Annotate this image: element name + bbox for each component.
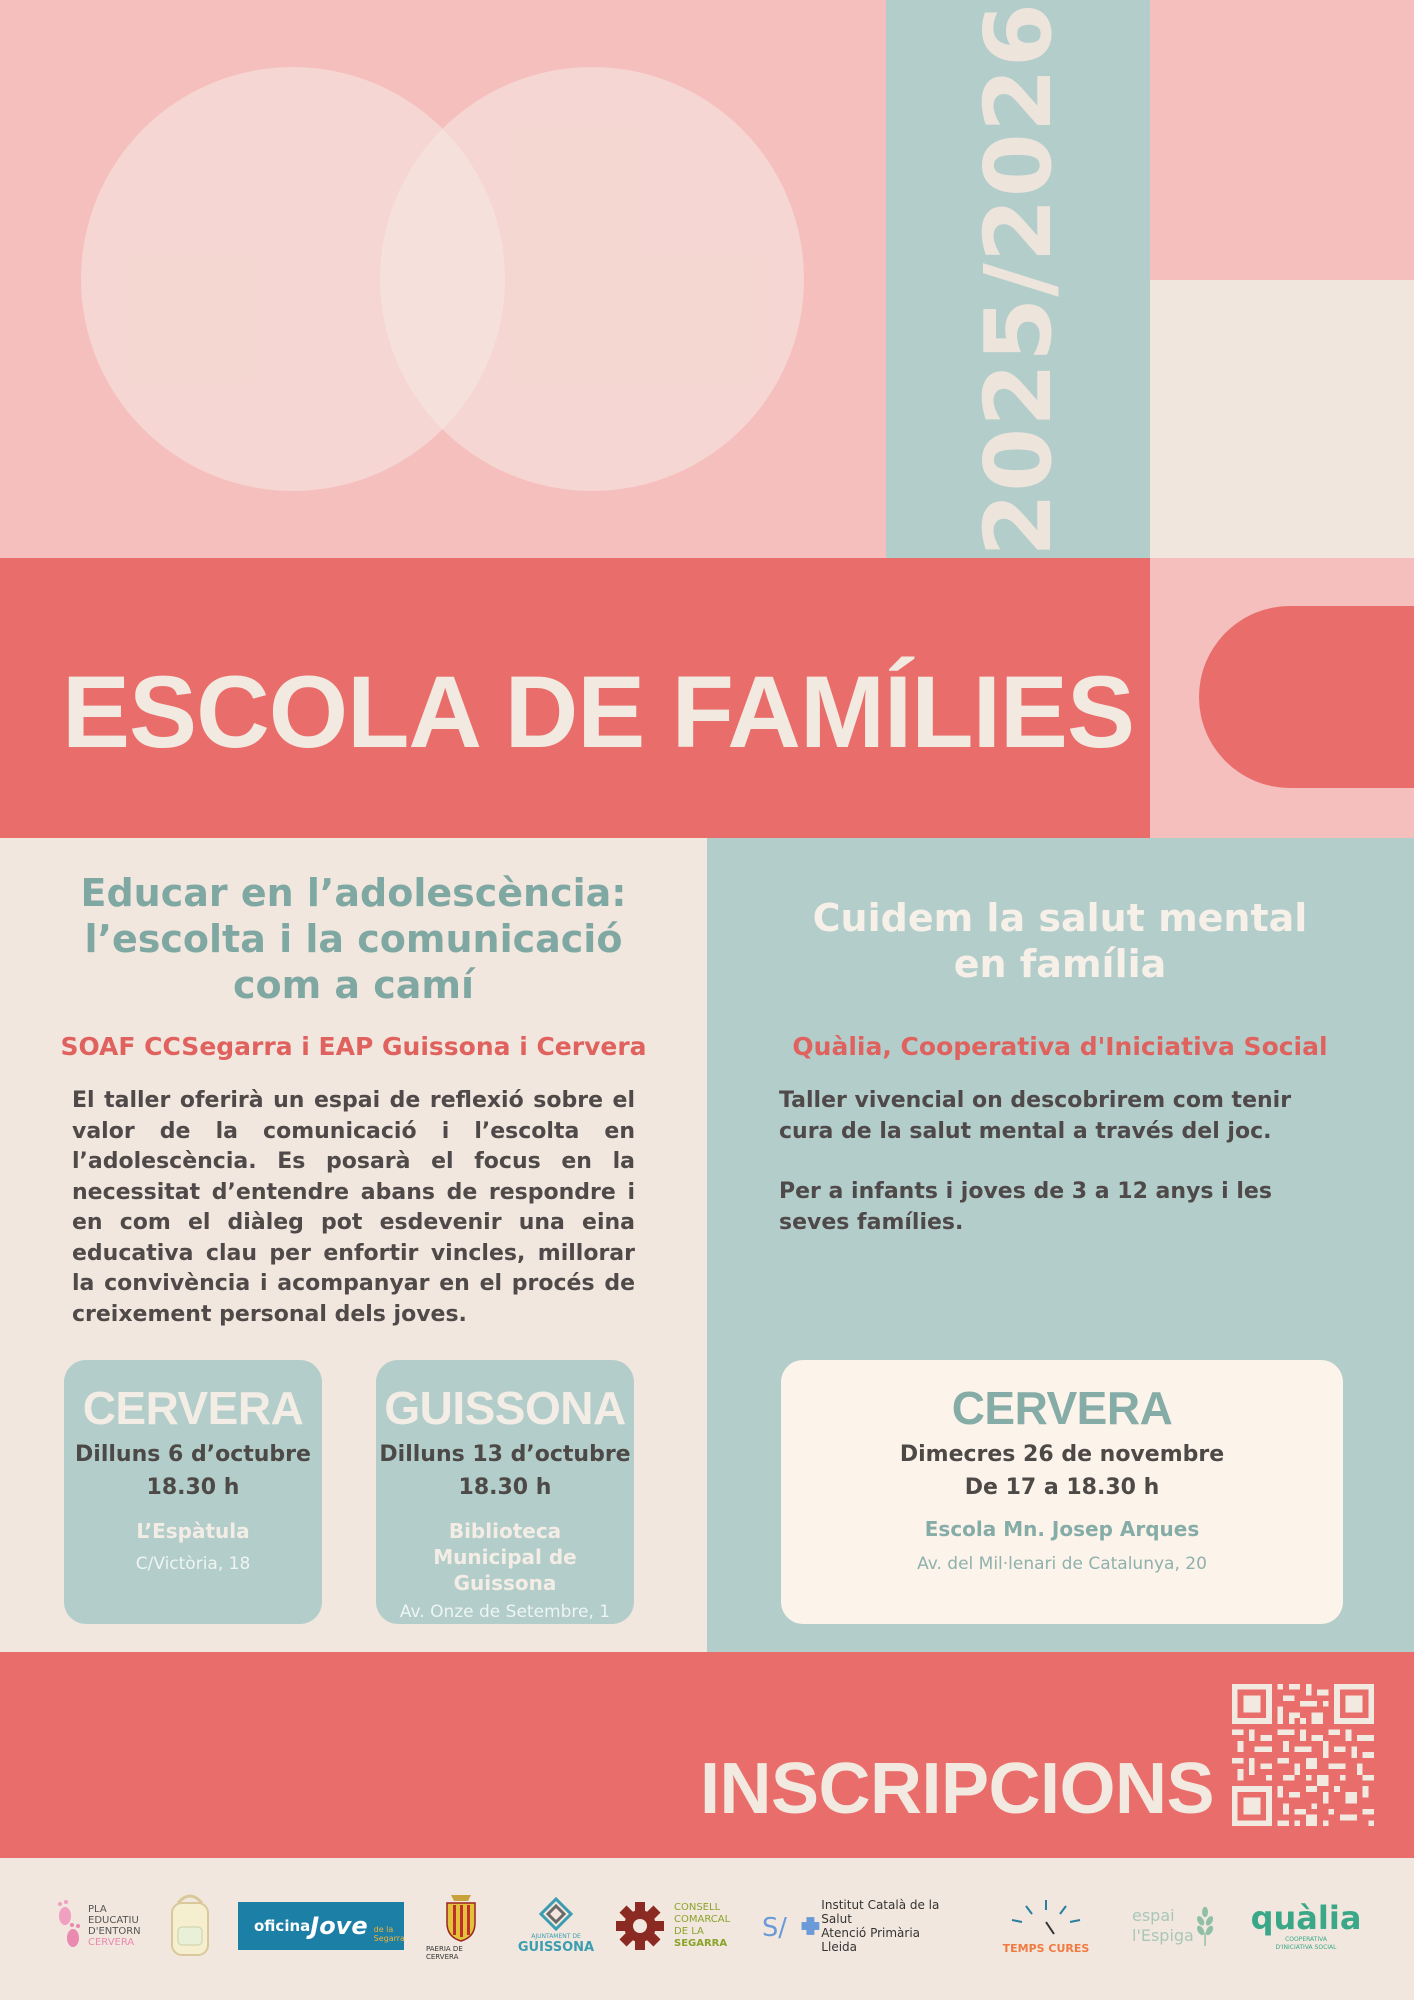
backpack-icon bbox=[168, 1893, 212, 1959]
workshop-2-description bbox=[779, 1086, 1345, 1268]
consell-comarcal-logo bbox=[614, 1886, 740, 1966]
oficina-jove-logo bbox=[238, 1886, 404, 1966]
session-time: 18.30 h bbox=[458, 1475, 552, 1500]
session-address: C/Victòria, 18 bbox=[135, 1554, 251, 1574]
session-date: Dilluns 13 d’octubre bbox=[379, 1442, 631, 1467]
workshop-1-title-line: Educar en l’adolescència: bbox=[80, 871, 627, 915]
qualia-logo bbox=[1246, 1886, 1366, 1966]
header-right-cream-block bbox=[1150, 280, 1414, 558]
session-date: Dimecres 26 de novembre bbox=[899, 1442, 1225, 1467]
svg-text:S/: S/ bbox=[762, 1912, 787, 1942]
footprints-icon bbox=[54, 1896, 84, 1956]
logo-text: CONSELL bbox=[674, 1902, 721, 1913]
session-card-cervera-november bbox=[781, 1360, 1343, 1624]
guissona-emblem-icon bbox=[539, 1897, 573, 1931]
session-venue: L’Espàtula bbox=[136, 1519, 250, 1543]
school-year bbox=[886, 0, 1150, 558]
logo-text: oficina bbox=[254, 1917, 311, 1935]
workshop-2-title bbox=[760, 895, 1360, 987]
logo-text: EDUCATIU bbox=[88, 1915, 139, 1926]
backpack-logo bbox=[168, 1886, 214, 1966]
session-date: Dilluns 6 d’octubre bbox=[75, 1442, 311, 1467]
logo-text: COMARCAL bbox=[674, 1914, 731, 1925]
workshop-2-audience: Per a infants i joves de 3 a 12 anys i les seves famílies. bbox=[779, 1179, 1272, 1235]
workshop-1-title bbox=[40, 870, 667, 1008]
logo-text: de la Segarra bbox=[373, 1925, 405, 1943]
logo-text: D'ENTORN bbox=[88, 1926, 141, 1937]
logo-text: Institut Català de la Salut bbox=[821, 1898, 940, 1926]
logo-text: PAERIA DE CERVERA bbox=[426, 1945, 463, 1961]
workshop-2-title-line: Cuidem la salut mental bbox=[812, 896, 1308, 940]
workshop-1-title-line: com a camí bbox=[232, 963, 475, 1007]
logo-text: AJUNTAMENT DE bbox=[531, 1933, 581, 1940]
temps-cures-logo bbox=[994, 1886, 1098, 1966]
coat-of-arms-icon bbox=[443, 1891, 479, 1943]
session-venue: Biblioteca Municipal de Guissona bbox=[433, 1519, 577, 1595]
logo-text: Jove bbox=[310, 1912, 368, 1940]
pla-educatiu-logo bbox=[54, 1886, 144, 1966]
session-venue: Escola Mn. Josep Arques bbox=[924, 1517, 1200, 1541]
logo-text: PLA bbox=[88, 1904, 107, 1915]
clock-rays-icon bbox=[1006, 1898, 1086, 1942]
session-city: GUISSONA bbox=[384, 1382, 626, 1434]
qr-code[interactable] bbox=[1232, 1684, 1374, 1826]
decorative-circle-right bbox=[380, 67, 804, 491]
session-city: CERVERA bbox=[82, 1382, 304, 1434]
ics-logo bbox=[762, 1886, 972, 1966]
gear-icon bbox=[614, 1900, 666, 1952]
header-right-pink-block bbox=[1150, 0, 1414, 280]
session-address: Av. del Mil·lenari de Catalunya, 20 bbox=[917, 1554, 1207, 1574]
logo-text: GUISSONA bbox=[517, 1940, 595, 1955]
session-address: Av. Onze de Setembre, 1 bbox=[399, 1602, 611, 1622]
main-title: ESCOLA DE FAMÍLIES bbox=[62, 655, 1134, 769]
session-city: CERVERA bbox=[951, 1382, 1173, 1434]
espai-espiga-logo bbox=[1132, 1886, 1216, 1966]
school-year-text: 2025/2026 bbox=[964, 1, 1072, 557]
ics-emblem-icon bbox=[762, 1910, 821, 1942]
logo-text: DE LA bbox=[674, 1926, 704, 1937]
logo-text: D'INICIATIVA SOCIAL bbox=[1275, 1944, 1337, 1951]
workshop-1-organizer: SOAF CCSegarra i EAP Guissona i Cervera bbox=[60, 1032, 647, 1061]
workshop-1-description: El taller oferirà un espai de reflexió sobre el valor de la comunicació i l’escolta en l’adolescència. Es posarà el focus en la necessitat d’entendre abans de respondre i en com el diàleg pot esdevenir una eina educativa clau per enfortir vincles, millorar la convivència i acompanyar en el procés de creixement personal dels joves. bbox=[72, 1088, 635, 1327]
logo-text: CERVERA bbox=[88, 1937, 135, 1948]
logo-text: Atenció Primària bbox=[821, 1926, 921, 1940]
ajuntament-guissona-logo bbox=[516, 1886, 596, 1966]
decorative-pill-shape bbox=[1199, 606, 1414, 788]
workshop-2-title-line: en família bbox=[953, 942, 1167, 986]
wheat-icon bbox=[1194, 1899, 1216, 1953]
logo-text: espai bbox=[1132, 1906, 1175, 1925]
logo-text: Lleida bbox=[821, 1940, 858, 1954]
workshop-1-title-line: l’escolta i la comunicació bbox=[84, 917, 623, 961]
workshop-2-organizer: Quàlia, Cooperativa d'Iniciativa Social bbox=[792, 1032, 1328, 1061]
logo-text: l'Espiga bbox=[1132, 1926, 1194, 1945]
logo-text: quàlia bbox=[1250, 1899, 1362, 1937]
logo-text: SEGARRA bbox=[674, 1938, 728, 1949]
session-card-guissona bbox=[376, 1360, 634, 1624]
session-time: De 17 a 18.30 h bbox=[964, 1475, 1160, 1500]
paeria-cervera-logo bbox=[426, 1886, 496, 1966]
session-card-cervera bbox=[64, 1360, 322, 1624]
session-time: 18.30 h bbox=[146, 1475, 240, 1500]
registration-label: INSCRIPCIONS bbox=[700, 1749, 1215, 1829]
logo-text: TEMPS CURES bbox=[1002, 1941, 1090, 1955]
logo-text: COOPERATIVA bbox=[1285, 1936, 1327, 1943]
workshop-2-description-paragraph: Taller vivencial on descobrirem com tenir cura de la salut mental a través del joc. bbox=[779, 1088, 1292, 1144]
